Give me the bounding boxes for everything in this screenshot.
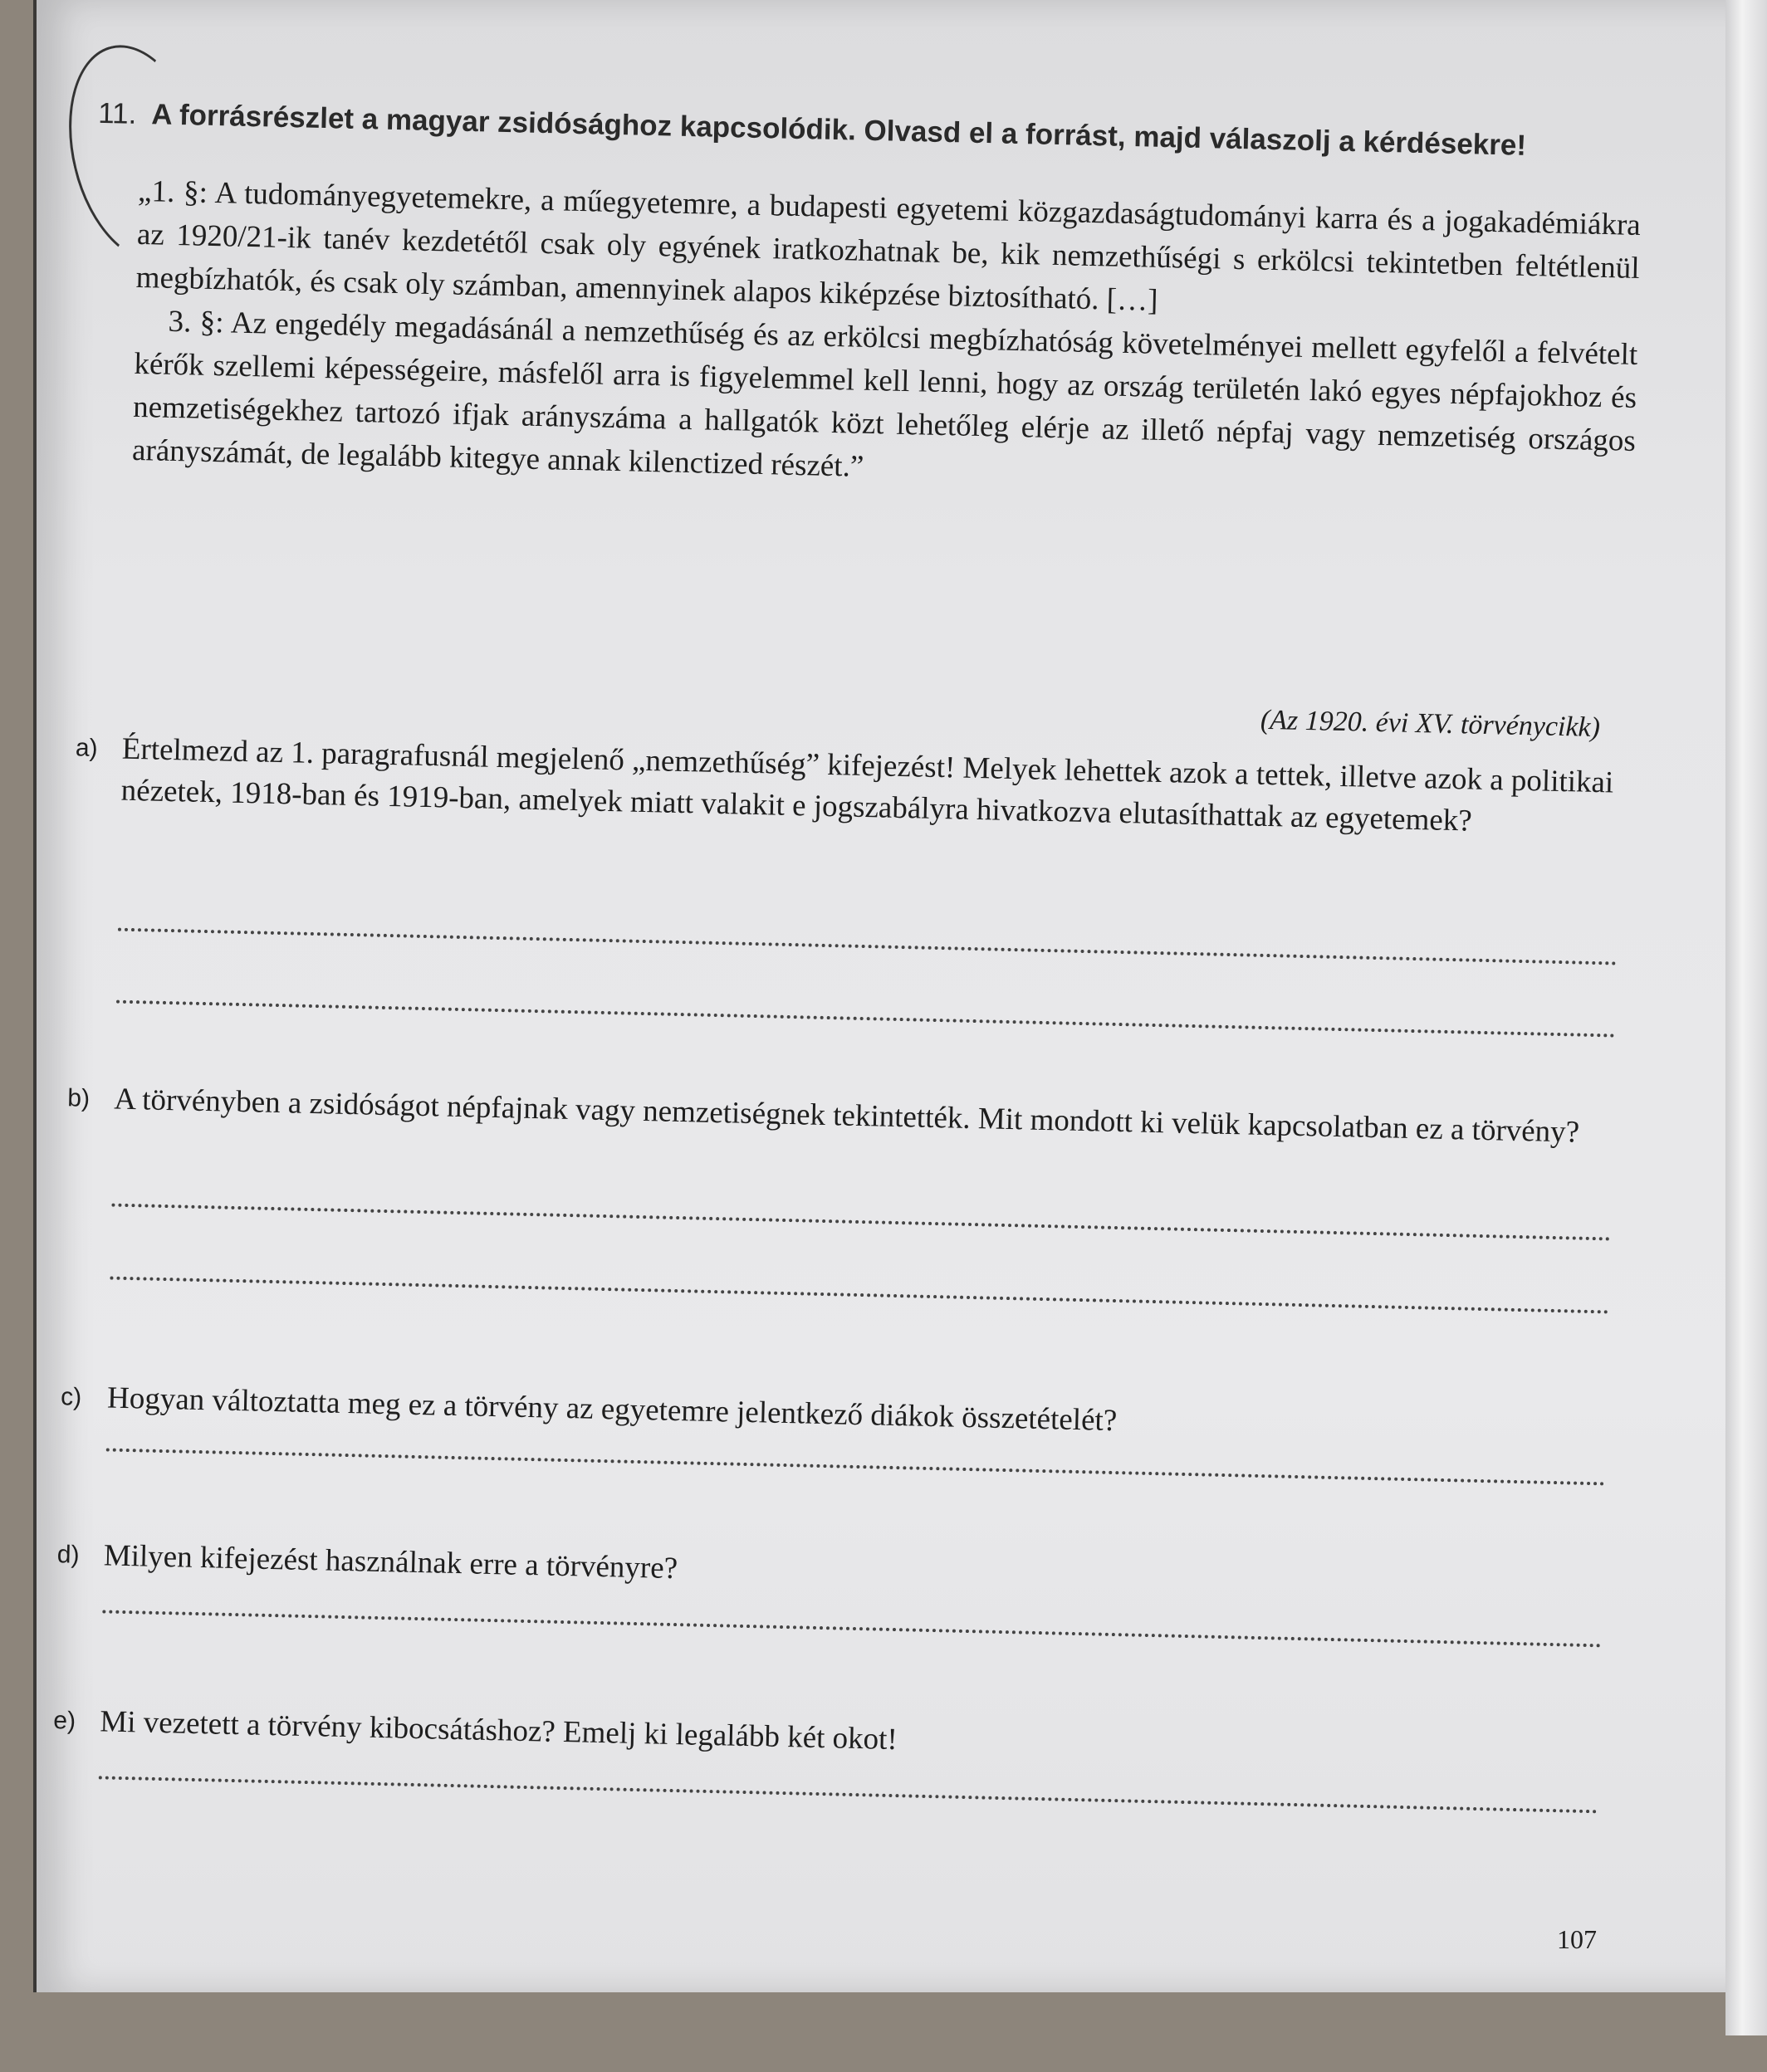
exercise-number: 11. — [97, 96, 137, 130]
source-quote — [131, 170, 1641, 506]
answer-line[interactable] — [116, 1000, 1616, 1038]
answer-line[interactable] — [102, 1610, 1602, 1647]
source-citation: (Az 1920. évi XV. törvénycikk) — [1260, 704, 1601, 744]
answer-line[interactable] — [111, 1204, 1611, 1241]
question-text: Hogyan változtatta meg ez a törvény az egyetemre jelentkező diákok összetételét? — [106, 1381, 1118, 1439]
question-label: e) — [52, 1707, 76, 1735]
question-a — [74, 727, 1628, 845]
question-label: c) — [60, 1383, 82, 1411]
answer-line[interactable] — [110, 1277, 1609, 1314]
question-text: Milyen kifejezést használnak erre a törvényre? — [103, 1538, 678, 1586]
question-b — [67, 1078, 1621, 1154]
answer-line[interactable] — [118, 928, 1618, 965]
question-label: a) — [75, 734, 98, 763]
question-e — [53, 1700, 1607, 1776]
quote-paragraph-1: „1. §: A tudományegyetemekre, a műegyetemre, a budapesti egyetemi közgazdaságtudományi karra és a jogakadémiákra az 1920/21-ik tanév kezdetétől csak oly egyének iratkozhatnak be, kik nemzethűségi s erkölcsi tekintetben feltétlenül megbízhatók, és csak oly számban, amennyinek alapos kiképzése biztosítható. […] — [135, 173, 1642, 318]
question-text: Mi vezetett a törvény kibocsátáshoz? Emelj ki legalább két okot! — [99, 1704, 898, 1757]
question-d — [56, 1534, 1610, 1610]
page-number: 107 — [1557, 1924, 1597, 1954]
exercise-instruction: A forrásrészlet a magyar zsidósághoz kapcsolódik. Olvasd el a forrást, majd válaszolj a kérdésekre! — [150, 98, 1527, 162]
question-label: d) — [56, 1541, 80, 1569]
quote-paragraph-3: 3. §: Az engedély megadásánál a nemzethűség és az erkölcsi megbízhatóság követelményei mellett egyfelől a felvételt kérők szellemi képességeire, másfelől arra is figyelemmel kell lenni, hogy az ország területén lakó egyes népfajokhoz és nemzetiségekhez tartozó ifjak arányszáma a hallgatók közt lehetőleg elérje az illető népfaj vagy nemzetiség országos arányszámát, de legalább kitegye annak kilenctized részét.” — [131, 304, 1638, 484]
question-text: A törvényben a zsidóságot népfajnak vagy nemzetiségnek tekintették. Mit mondott ki velük kapcsolatban ez a törvény? — [113, 1082, 1580, 1150]
question-label: b) — [66, 1084, 91, 1112]
exercise-title — [98, 97, 1527, 163]
question-c — [61, 1376, 1614, 1453]
question-text: Értelmezd az 1. paragrafusnál megjelenő „nemzethűség” kifejezést! Melyek lehettek azok a tettek, illetve azok a politikai nézetek, 1918-ban és 1919-ban, amelyek miatt valakit e jogszabályra hivatkozva elutasíthattak az egyetemek? — [120, 731, 1614, 838]
answer-line[interactable] — [99, 1776, 1598, 1813]
answer-line[interactable] — [106, 1448, 1606, 1485]
